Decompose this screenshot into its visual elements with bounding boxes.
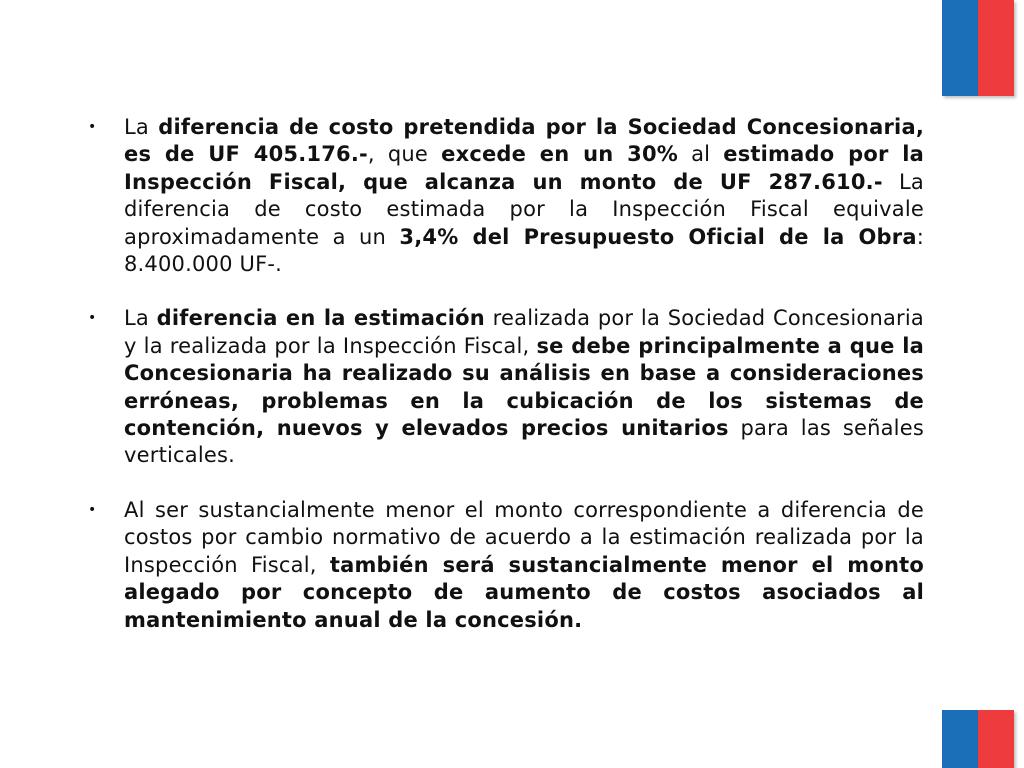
flag-red-stripe	[978, 0, 1014, 96]
bullet-item	[86, 497, 924, 634]
flag-blue-stripe	[942, 0, 978, 96]
bold-text-segment: excede en un 30%	[441, 142, 678, 167]
text-segment: La diferencia de costo estimada por la Inspección Fiscal equivale aproximadamente a un	[124, 169, 924, 249]
bullet-list	[86, 114, 924, 634]
bullet-marker: •	[88, 119, 97, 135]
bullet-text	[124, 305, 924, 469]
flag-red-stripe	[978, 710, 1014, 768]
bold-text-segment: diferencia de costo pretendida por la Sociedad Concesionaria, es de UF 405.176.-	[124, 115, 924, 167]
text-segment: al	[678, 142, 724, 167]
bullet-marker: •	[88, 501, 97, 518]
text-segment: Al ser sustancialmente menor el monto correspondiente a diferencia de costos por cambio normativo de acuerdo a la estimación realizada por la Inspección Fiscal,	[124, 497, 924, 577]
bold-text-segment: también será sustancialmente menor el monto alegado por concepto de aumento de costos asociados al mantenimiento anual de la concesión.	[124, 552, 924, 632]
bold-text-segment: 3,4% del Presupuesto Oficial de la Obra	[399, 224, 917, 249]
corner-flag-bottom	[942, 710, 1014, 768]
bullet-item	[86, 114, 924, 278]
text-segment: realizada por la Sociedad Concesionaria y la realizada por la Inspección Fiscal,	[124, 306, 924, 358]
text-segment: La	[124, 115, 159, 139]
text-segment: : 8.400.000 UF-.	[124, 224, 924, 277]
text-segment: , que	[367, 142, 442, 167]
bullet-text	[124, 114, 924, 278]
flag-blue-stripe	[942, 710, 978, 768]
bold-text-segment: estimado por la Inspección Fiscal, que alcanza un monto de UF 287.610.-	[124, 142, 924, 194]
text-segment: para las señales verticales.	[124, 416, 924, 468]
bullet-marker: •	[88, 310, 97, 327]
bold-text-segment: diferencia en la estimación	[156, 306, 485, 331]
slide-body	[86, 114, 924, 661]
bold-text-segment: se debe principalmente a que la Concesionaria ha realizado su análisis en base a consideraciones erróneas, problemas en la cubicación de los sistemas de contención, nuevos y elevados precios unitarios	[124, 333, 924, 441]
bullet-item	[86, 305, 924, 469]
text-segment: La	[124, 306, 157, 331]
bullet-text	[124, 497, 924, 634]
corner-flag-top	[942, 0, 1014, 96]
